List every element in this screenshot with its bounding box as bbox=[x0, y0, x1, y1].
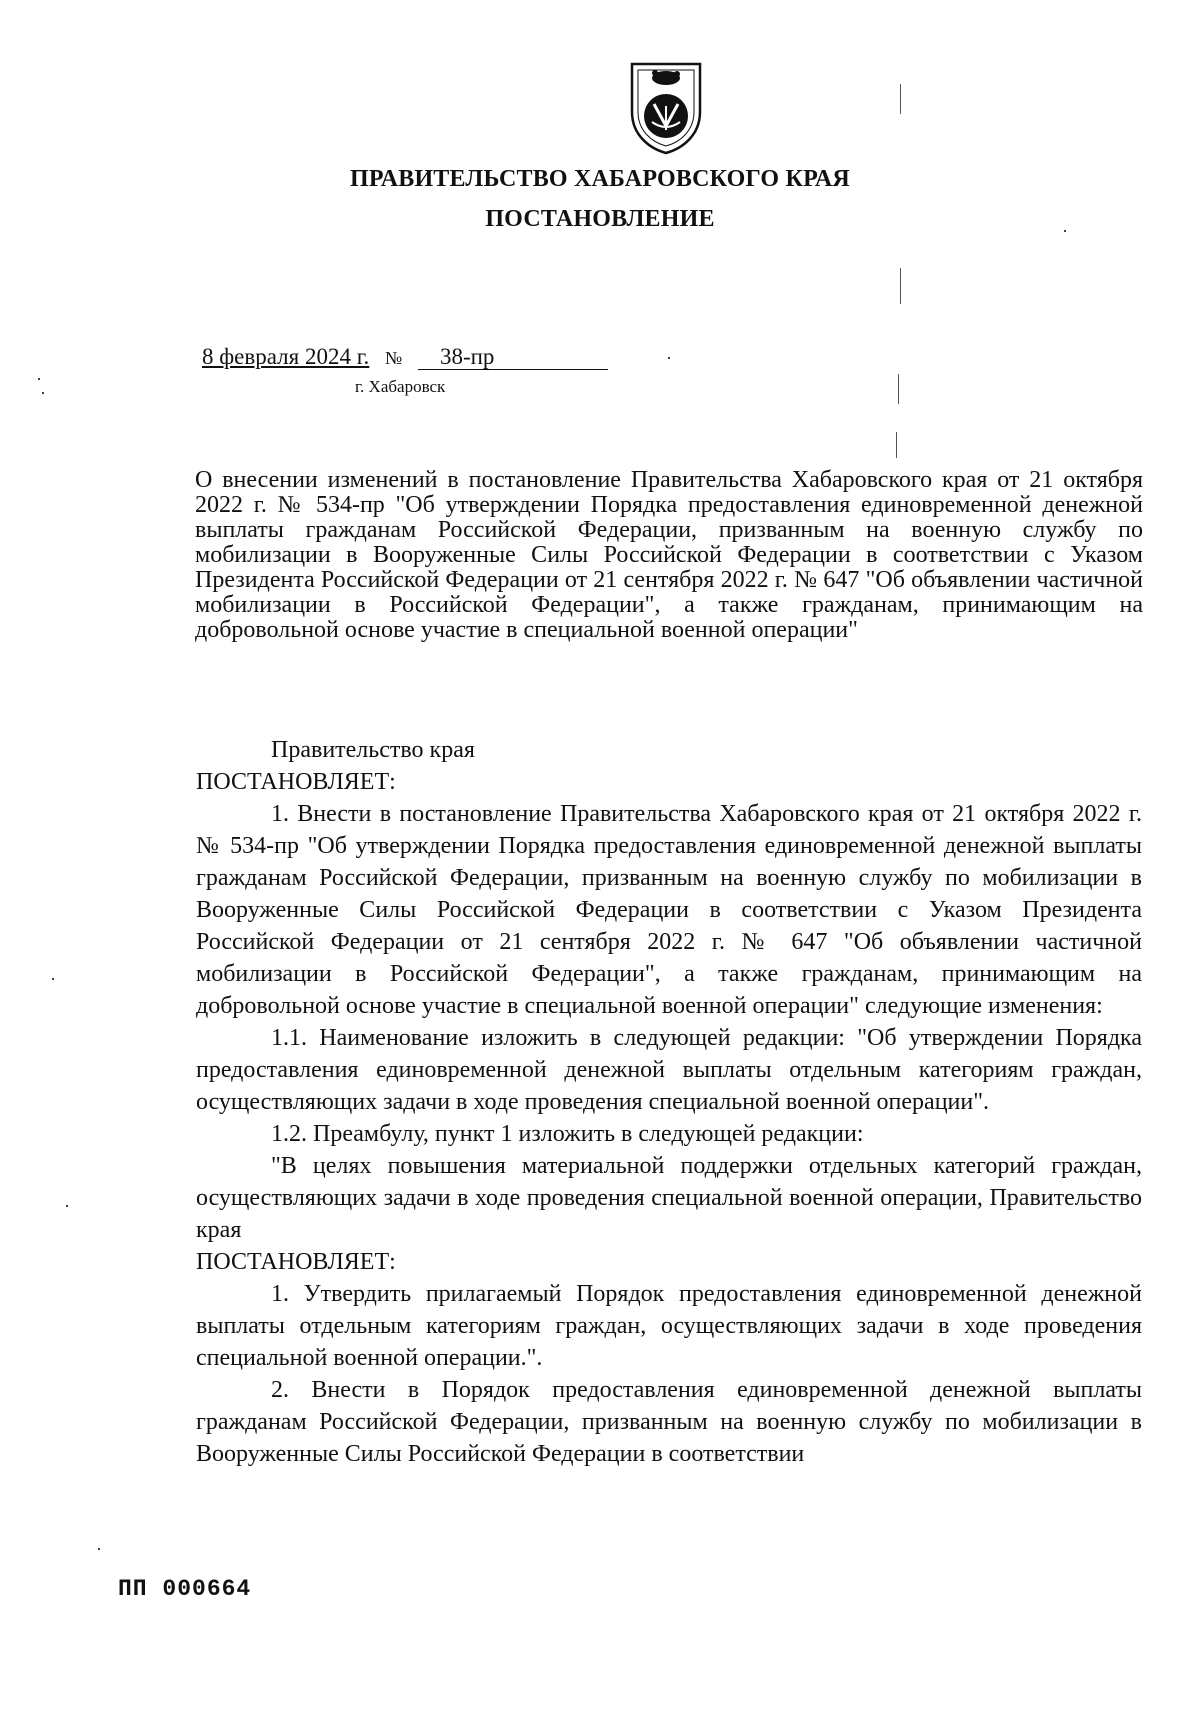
paragraph-2: 2. Внести в Порядок предоставления единовременной денежной выплаты гражданам Российской Федерации, призванным на военную службу по мобилизации в Вооруженные Силы Российской Федерации в соответствии bbox=[196, 1377, 1142, 1467]
scan-speck bbox=[668, 357, 670, 359]
scan-speck bbox=[52, 978, 54, 980]
scan-speck bbox=[1064, 230, 1066, 232]
scan-speck bbox=[42, 392, 44, 394]
quoted-item-1: 1. Утвердить прилагаемый Порядок предоставления единовременной денежной выплаты отдельным категориям граждан, осуществляющих задачи в ходе проведения специальной военной операции.". bbox=[196, 1281, 1142, 1371]
quoted-resolves: ПОСТАНОВЛЯЕТ: bbox=[196, 1249, 396, 1275]
document-code: ПП 000664 bbox=[118, 1576, 252, 1602]
document-type: ПОСТАНОВЛЕНИЕ bbox=[485, 206, 715, 232]
paragraph-1-1: 1.1. Наименование изложить в следующей редакции: "Об утверждении Порядка предоставления единовременной денежной выплаты отдельным категориям граждан, осуществляющих задачи в ходе проведения специальной военной операции". bbox=[196, 1025, 1142, 1115]
document-number: 38-пр bbox=[418, 345, 608, 370]
scan-speck bbox=[38, 378, 40, 380]
date-number-line bbox=[202, 344, 608, 370]
document-date: 8 февраля 2024 г. bbox=[202, 344, 370, 369]
number-sign: № bbox=[385, 348, 403, 368]
preamble-government: Правительство края bbox=[271, 737, 475, 763]
city-name: г. Хабаровск bbox=[355, 377, 446, 396]
document-title: О внесении изменений в постановление Правительства Хабаровского края от 21 октября 2022 г. № 534-пр "Об утверждении Порядка предоставления единовременной денежной выплаты гражданам Российской Федерации, призванным на военную службу по мобилизации в Вооруженные Силы Российской Федерации в соответствии с Указом Президента Российской Федерации от 21 сентября 2022 г. № 647 "Об объявлении частичной мобилизации в Российской Федерации", а также гражданам, принимающим на добровольной основе участие в специальной военной операции" bbox=[195, 467, 1143, 643]
government-name: ПРАВИТЕЛЬСТВО ХАБАРОВСКОГО КРАЯ bbox=[350, 166, 850, 192]
scan-mark bbox=[896, 432, 897, 458]
scan-speck bbox=[66, 1205, 68, 1207]
quoted-preamble: "В целях повышения материальной поддержки отдельных категорий граждан, осуществляющих задачи в ходе проведения специальной военной операции, Правительство края bbox=[196, 1153, 1142, 1243]
scan-mark bbox=[900, 84, 901, 114]
preamble-resolves: ПОСТАНОВЛЯЕТ: bbox=[196, 769, 396, 795]
paragraph-1-2: 1.2. Преамбулу, пункт 1 изложить в следующей редакции: bbox=[271, 1121, 864, 1147]
scan-mark bbox=[900, 268, 901, 304]
document-body bbox=[196, 734, 1142, 1470]
coat-of-arms-icon bbox=[628, 60, 704, 156]
paragraph-1: 1. Внести в постановление Правительства Хабаровского края от 21 октября 2022 г. № 534-пр "Об утверждении Порядка предоставления единовременной денежной выплаты гражданам Российской Федерации, призванным на военную службу по мобилизации в Вооруженные Силы Российской Федерации в соответствии с Указом Президента Российской Федерации от 21 сентября 2022 г. № 647 "Об объявлении частичной мобилизации в Российской Федерации", а также гражданам, принимающим на добровольной основе участие в специальной военной операции" следующие изменения: bbox=[196, 801, 1142, 1019]
scan-mark bbox=[898, 374, 899, 404]
scan-speck bbox=[98, 1548, 100, 1550]
